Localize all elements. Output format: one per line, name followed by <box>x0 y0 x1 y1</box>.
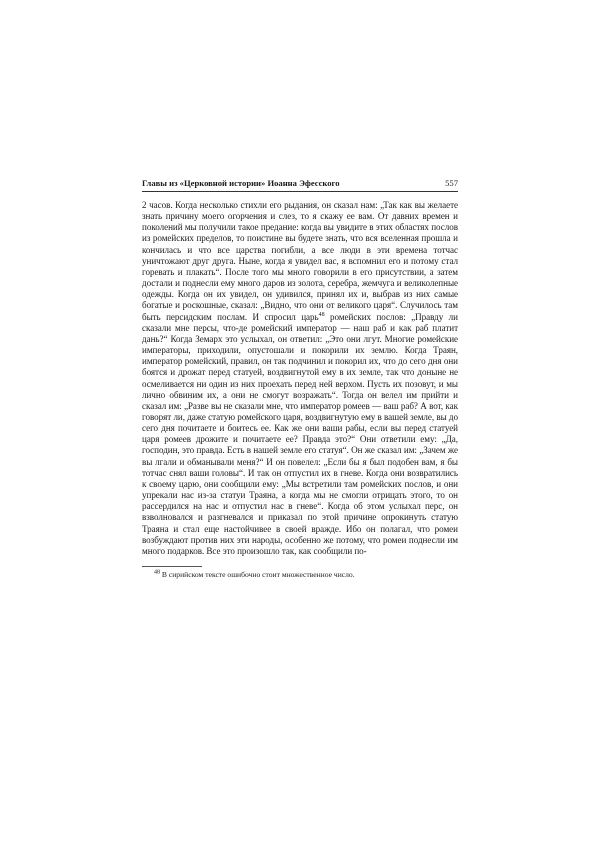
running-title: Главы из «Церковной истории» Иоанна Эфесского <box>142 178 340 188</box>
footnote-number: 48 <box>154 569 160 576</box>
footnote <box>142 570 458 580</box>
footnote-text: В сирийском тексте ошибочно стоит множественное число. <box>160 570 355 580</box>
footnote-reference: 48 <box>318 311 325 318</box>
text-after-note: ромейских послов: „Правду ли сказали мне персы, что-де ромейский император — наш раб и как раб платит дань?“ Когда Земарх это услыхал, он ответил: „Это они лгут. Многие ромейские императоры, приходили, опустошали и покорили их землю. Когда Траян, император ромейский, правил, он так подчинил и покорил их, что до сего дня они боятся и дрожат перед статуей, воздвигнутой ему в их земле, так что доныне не осмеливается ни один из них проехать перед ней верхом. Пусть их позовут, и мы лично обвиним их, а они не смогут возражать“. Тогда он велел им прийти и сказал им: „Разве вы не сказали мне, что император ромеев — ваш раб? А вот, как говорят ли, даже статую ромейского царя, воздвигнутую ему в вашей земле, вы до сего дня почитаете и боитесь ее. Как же они ваши рабы, если вы перед статуей царя ромеев дрожите и почитаете ее? Правда это?“ Они ответили ему: „Да, господин, это правда. Есть в нашей земле его статуя“. Он же сказал им: „Зачем же вы лгали и обманывали меня?“ И он повелел: „Если бы я был подобен вам, я бы тотчас снял ваши головы“. И так он отпустил их в гневе. Когда они возвратились к своему царю, они сообщили ему: „Мы встретили там ромейских послов, и они упрекали нас из-за статуи Траяна, а когда мы не смогли отрицать этого, то он рассердился на нас и отпустил нас в гневе“. Когда об этом услыхал перс, он взволновался и разгневался и приказал по этой причине опрокинуть статую Траяна и стал еще настойчивее в своей вражде. Ибо он полагал, что ромеи возбуждают против них эти народы, особенно же потому, что ромеи поднесли им много подарков. Все это произошло так, как сообщили по- <box>142 311 458 556</box>
text-before-note: 2 часов. Когда несколько стихли его рыдания, он сказал нам: „Так как вы желаете знать причину моего огорчения и слез, то я скажу ее вам. От давних времен и поколений мы получили такое предание: когда вы увидите в этих областях послов из ромейских пределов, то поистине вы будете знать, что вся вселенная прошла и кончилась и что все царства погибли, а все люди в эти времена тотчас уничтожают друг друга. Ныне, когда я увидел вас, я вспомнил его и потому стал горевать и плакать“. После того мы много говорили в его присутствии, а затем достали и поднесли ему много даров из золота, серебра, жемчуга и великолепные одежды. Когда он их увидел, он удивился, принял их и, выбрав из них самые богатые и роскошные, сказал: „Видно, что они от великого царя“. Случилось там быть персидским послам. И спросил царь <box>142 200 458 322</box>
footnote-separator <box>142 566 202 567</box>
running-head <box>142 178 458 192</box>
main-text-paragraph <box>142 200 458 557</box>
page-number: 557 <box>445 178 458 188</box>
book-page <box>142 178 458 588</box>
